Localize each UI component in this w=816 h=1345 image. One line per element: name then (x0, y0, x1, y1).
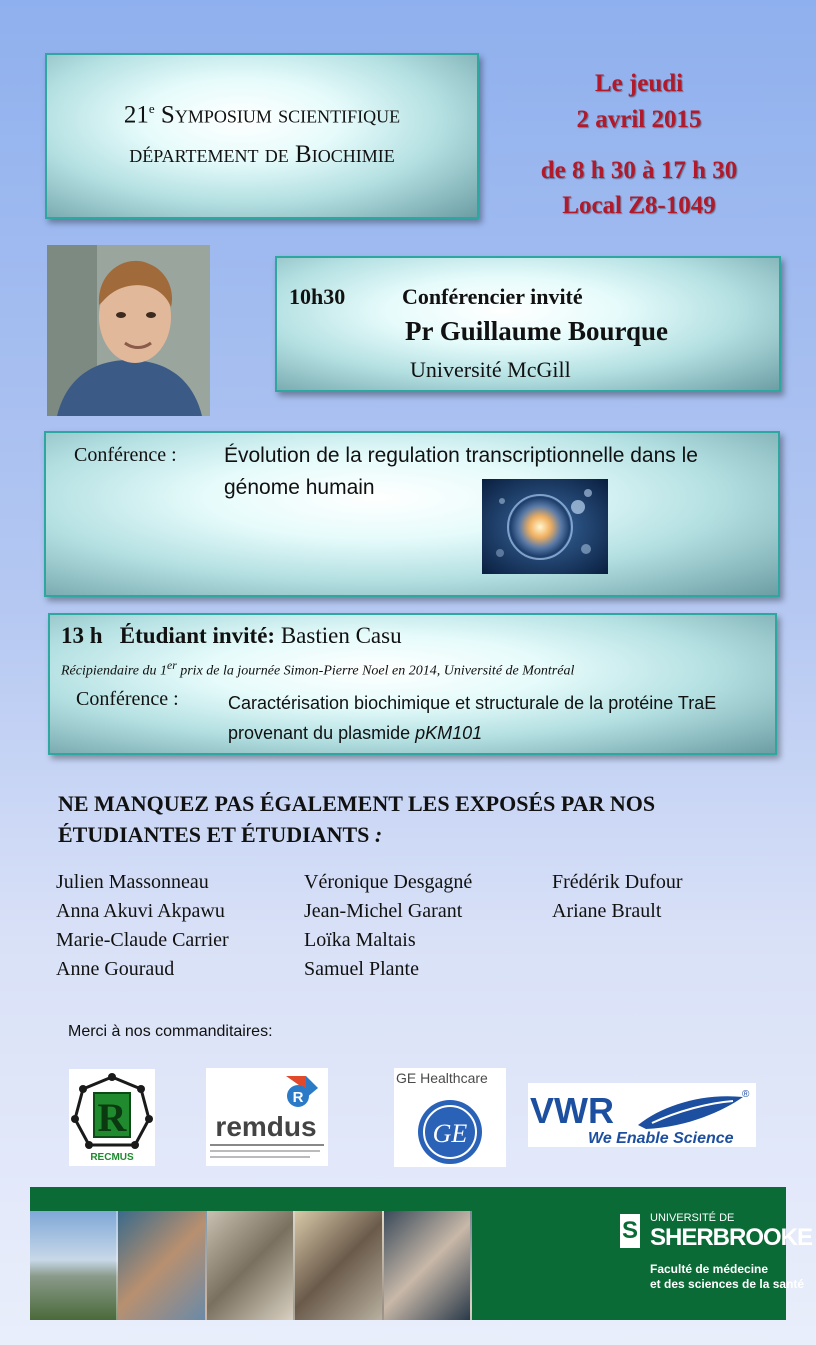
ge-name: GE Healthcare (396, 1070, 488, 1086)
remdus-logo-icon (206, 1068, 328, 1166)
speaker-portrait-icon (47, 245, 210, 416)
presenter-name: Anne Gouraud (56, 958, 175, 980)
event-room: Local Z8-1049 (562, 192, 716, 219)
presenters-heading-text: NE MANQUEZ PAS ÉGALEMENT LES EXPOSÉS PAR NOS ÉTUDIANTES ET ÉTUDIANTS (58, 791, 656, 847)
remdus-name: remdus (215, 1111, 317, 1142)
vwr-registered: ® (742, 1089, 750, 1100)
guest-speaker-box (275, 256, 781, 392)
title-line-2: département de Biochimie (129, 141, 395, 168)
university-name: SHERBROOKE (650, 1224, 813, 1251)
footer-banner (30, 1187, 813, 1320)
student-heading (61, 623, 402, 649)
speaker-name: Pr Guillaume Bourque (405, 316, 669, 346)
title-text: Symposium scientifique (160, 101, 401, 129)
presenter-name: Samuel Plante (304, 958, 419, 980)
recmus-letter: R (97, 1095, 127, 1140)
footer-photo-consult (384, 1211, 472, 1320)
speaker-role: Conférencier invité (402, 284, 583, 309)
recmus-logo (69, 1069, 155, 1166)
speaker-university: Université McGill (410, 357, 571, 382)
presenter-name: Véronique Desgagné (304, 871, 473, 893)
conference-box (44, 431, 780, 597)
faculty-line-1: Faculté de médecine (650, 1262, 769, 1276)
student-award (61, 659, 574, 680)
vwr-tagline: We Enable Science (588, 1130, 734, 1147)
university-line: UNIVERSITÉ DE (650, 1212, 735, 1224)
event-time: de 8 h 30 à 17 h 30 (540, 157, 738, 184)
vwr-name: VWR (530, 1090, 614, 1131)
cell-image (482, 479, 608, 574)
footer-photo-students (295, 1211, 383, 1320)
title-number: 21 (123, 101, 149, 129)
footer-photo-lab (207, 1211, 295, 1320)
recmus-name: RECMUS (90, 1152, 134, 1163)
footer-photo-building (30, 1211, 118, 1320)
vwr-logo (528, 1083, 756, 1147)
footer-photo-strip (30, 1211, 472, 1320)
award-suffix: prix de la journée Simon-Pierre Noel en 2014, Université de Montréal (176, 663, 575, 679)
presenter-name: Loïka Maltais (304, 929, 416, 951)
award-prefix: Récipiendaire du 1 (61, 663, 168, 679)
sponsors-label: Merci à nos commanditaires: (68, 1023, 273, 1040)
recmus-logo-icon (69, 1069, 155, 1166)
remdus-logo (206, 1068, 328, 1166)
conference-title-main: Caractérisation biochimique et structurale de la protéine TraE provenant du plasmide (228, 693, 717, 743)
presenters-column-3 (552, 868, 683, 926)
event-day: Le jeudi (594, 70, 684, 97)
plasmid-name: pKM101 (415, 723, 483, 743)
conference-label: Conférence : (74, 444, 177, 466)
footer-photo-surgery (118, 1211, 206, 1320)
presenter-name: Frédérik Dufour (552, 871, 683, 893)
presenter-name: Jean-Michel Garant (304, 900, 463, 922)
presenters-heading (58, 788, 778, 850)
remdus-letter: R (292, 1089, 304, 1106)
symposium-title-box (45, 53, 479, 219)
speaker-time: 10h30 (289, 284, 346, 309)
student-role-colon: : (267, 623, 276, 648)
ge-healthcare-logo-icon (394, 1068, 506, 1167)
ge-healthcare-logo (394, 1068, 506, 1167)
presenter-name: Anna Akuvi Akpawu (56, 900, 225, 922)
sherbrooke-mark-icon: S (620, 1214, 640, 1248)
student-conference-label: Conférence : (76, 688, 179, 710)
speaker-photo (47, 245, 210, 416)
ge-mark: GE (432, 1119, 468, 1148)
student-name: Bastien Casu (280, 623, 402, 648)
presenters-column-1 (56, 868, 229, 984)
student-box (48, 613, 777, 755)
presenter-name: Julien Massonneau (56, 871, 209, 893)
presenter-name: Ariane Brault (552, 900, 662, 922)
title-line-1 (47, 101, 477, 129)
faculty-line-2: et des sciences de la santé (650, 1277, 805, 1291)
student-role: Étudiant invité (119, 623, 268, 648)
student-time: 13 h (61, 623, 103, 648)
presenters-column-2 (304, 868, 472, 984)
event-date: 2 avril 2015 (576, 106, 702, 133)
conference-title: Évolution de la regulation transcriptionnelle dans le génome humain (224, 444, 698, 499)
award-superscript: er (167, 659, 177, 672)
presenter-name: Marie-Claude Carrier (56, 929, 229, 951)
vwr-logo-icon (528, 1083, 756, 1147)
title-superscript: e (148, 101, 155, 116)
presenters-heading-colon: : (374, 822, 383, 847)
student-conference-title (228, 688, 748, 748)
cell-illustration-icon (482, 479, 608, 574)
